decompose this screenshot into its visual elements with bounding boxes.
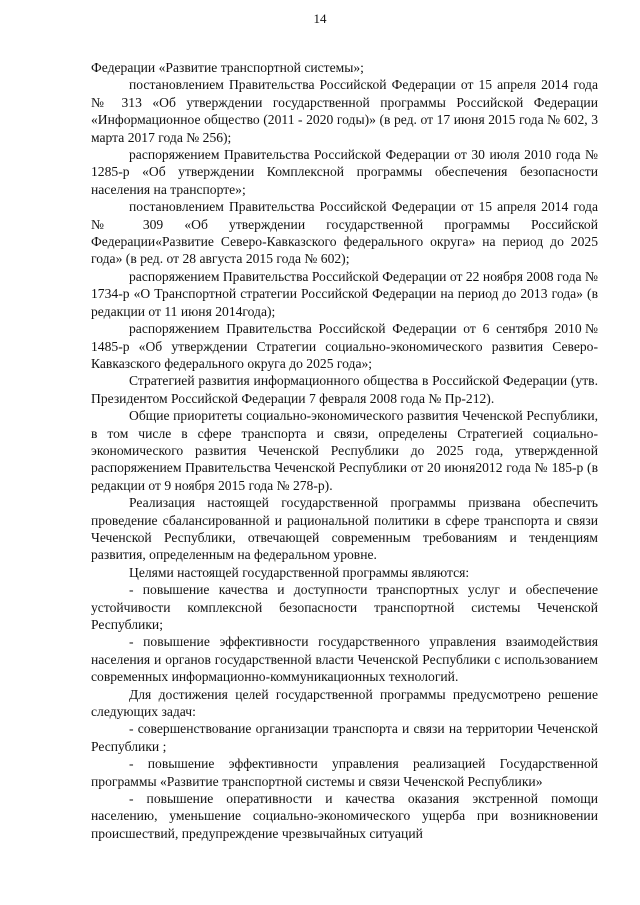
task-list-item: - совершенствование организации транспорта и связи на территории Чеченской Республики ; <box>91 721 598 754</box>
paragraph: Общие приоритеты социально-экономического развития Чеченской Республики, в том числе в сфере транспорта и связи, определены Стратегией социально-экономического развития Чеченской Республики до 2025 года, утвержденной распоряжением Правительства Чеченской Республики от 20 июня2012 года № 185-р (в редакции от 9 ноября 2015 года № 278-р). <box>91 408 598 493</box>
goal-list-item: - повышение эффективности государственного управления взаимодействия населения и органов государственной власти Чеченской Республики с использованием современных информационно-коммуникационных технологий. <box>91 634 598 685</box>
paragraph: Целями настоящей государственной программы являются: <box>129 564 470 580</box>
paragraph: распоряжением Правительства Российской Федерации от 6 сентября 2010№ 1485-р «Об утверждении Стратегии социально-экономического развития Северо-Кавказского федерального округа до 2025 года»; <box>91 321 598 371</box>
paragraph: Стратегией развития информационного общества в Российской Федерации (утв. Президентом Российской Федерации 7 февраля 2008 года № Пр-212). <box>91 373 598 406</box>
goal-list-item: - повышение качества и доступности транспортных услуг и обеспечение устойчивости комплексной безопасности транспортной системы Чеченской Республики; <box>91 582 598 632</box>
paragraph: распоряжением Правительства Российской Федерации от 22 ноября 2008 года № 1734-р «О Транспортной стратегии Российской Федерации на период до 2013 года» (в редакции от 11 июня 2014года); <box>91 268 598 319</box>
paragraph: постановлением Правительства Российской Федерации от 15 апреля 2014 года № 309 «Об утверждении государственной программы Российской Федерации«Развитие Северо-Кавказского федерального округа» на период до 2025 года» (в ред. от 28 августа 2015 года № 602); <box>91 199 598 267</box>
paragraph: распоряжением Правительства Российской Федерации от 30 июля 2010 года № 1285-р «Об утверждении Комплексной программы обеспечения безопасности населения на транспорте»; <box>91 147 598 197</box>
paragraph: Для достижения целей государственной программы предусмотрено решение следующих задач: <box>91 686 598 720</box>
paragraph-continuation: Федерации «Развитие транспортной системы»; <box>91 60 364 75</box>
task-list-item: - повышение эффективности управления реализацией Государственной программы «Развитие транспортной системы и связи Чеченской Республики» <box>91 756 598 789</box>
paragraph: постановлением Правительства Российской Федерации от 15 апреля 2014 года № 313 «Об утверждении государственной программы Российской Федерации «Информационное общество (2011 - 2020 годы)» (в ред. от 17 июня 2015 года № 602, 3 марта 2017 года № 256); <box>91 77 598 145</box>
page-number: 14 <box>313 11 327 26</box>
paragraph: Реализация настоящей государственной программы призвана обеспечить проведение сбалансированной и рациональной политики в сфере транспорта и связи Чеченской Республики, отвечающей современным требованиям и тенденциям развития, определенным на федеральном уровне. <box>91 495 598 563</box>
task-list-item: - повышение оперативности и качества оказания экстренной помощи населению, уменьшение социально-экономического ущерба при возникновении происшествий, предупреждение чрезвычайных ситуаций <box>91 791 598 841</box>
document-body <box>91 59 598 842</box>
